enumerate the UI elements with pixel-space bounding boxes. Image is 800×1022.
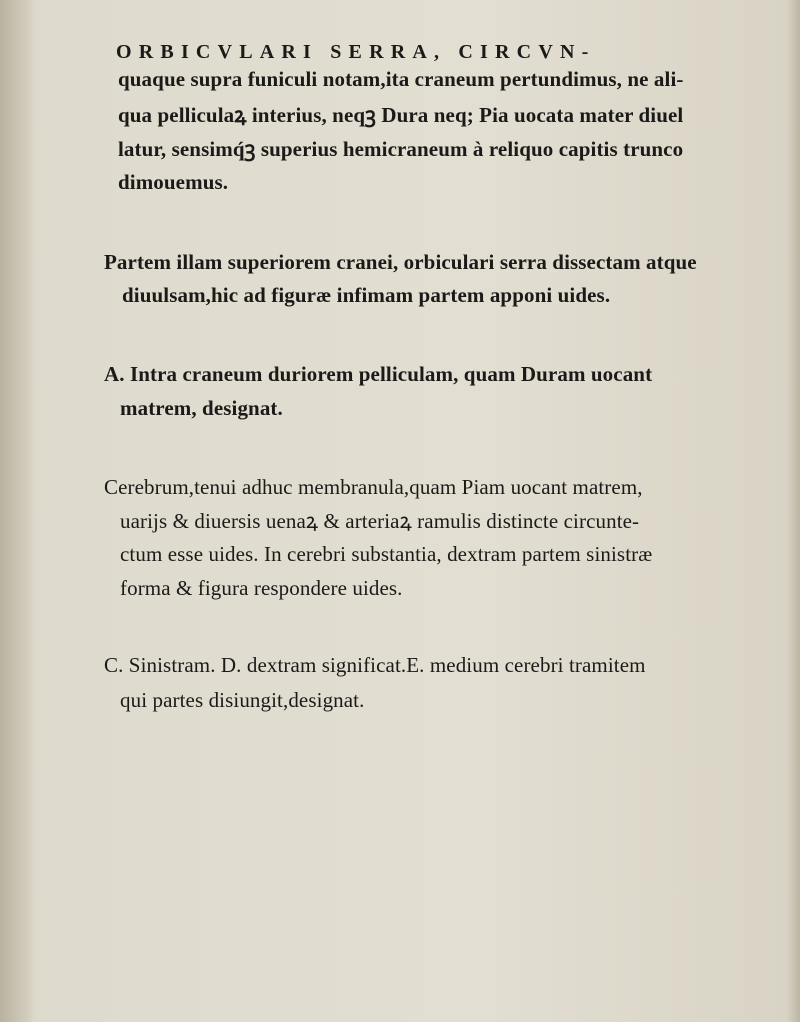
paragraph-1-line-4: dimouemus. bbox=[118, 170, 229, 194]
paragraph-2-line-1: Partem illam superiorem cranei, orbiculari serra dissectam atque bbox=[104, 250, 697, 274]
paragraph-4-line-4: forma & figura respondere uides. bbox=[120, 576, 403, 600]
paragraph-4-line-2: uarijs & diuersis uenaꝝ & arteriaꝝ ramulis distincte circunte- bbox=[120, 509, 640, 533]
heading-line: ORBICVLARI SERRA, CIRCVN- bbox=[116, 41, 596, 63]
paragraph-4-line-3: ctum esse uides. In cerebri substantia, dextram partem sinistræ bbox=[120, 542, 653, 566]
paragraph-3-line-2: matrem, designat. bbox=[120, 396, 283, 420]
paragraph-2-line-2: diuulsam,hic ad figuræ infimam partem apponi uides. bbox=[122, 283, 611, 307]
paragraph-5-line-1: C. Sinistram. D. dextram significat.E. medium cerebri tramitem bbox=[104, 653, 646, 677]
paragraph-5-line-2: qui partes disiungit,designat. bbox=[120, 688, 365, 712]
paragraph-1-line-3: latur, sensimq́ꝫ superius hemicraneum à reliquo capitis trunco bbox=[118, 137, 684, 161]
paragraph-1-line-2: qua pelliculaꝝ interius, neqꝫ Dura neq; Pia uocata mater diuel bbox=[118, 103, 684, 127]
paragraph-4-line-1: Cerebrum,tenui adhuc membranula,quam Piam uocant matrem, bbox=[104, 475, 643, 499]
paragraph-1-line-1: quaque supra funiculi notam,ita craneum pertundimus, ne ali- bbox=[118, 67, 684, 91]
paragraph-3-line-1: A. Intra craneum duriorem pelliculam, quam Duram uocant bbox=[104, 362, 653, 386]
